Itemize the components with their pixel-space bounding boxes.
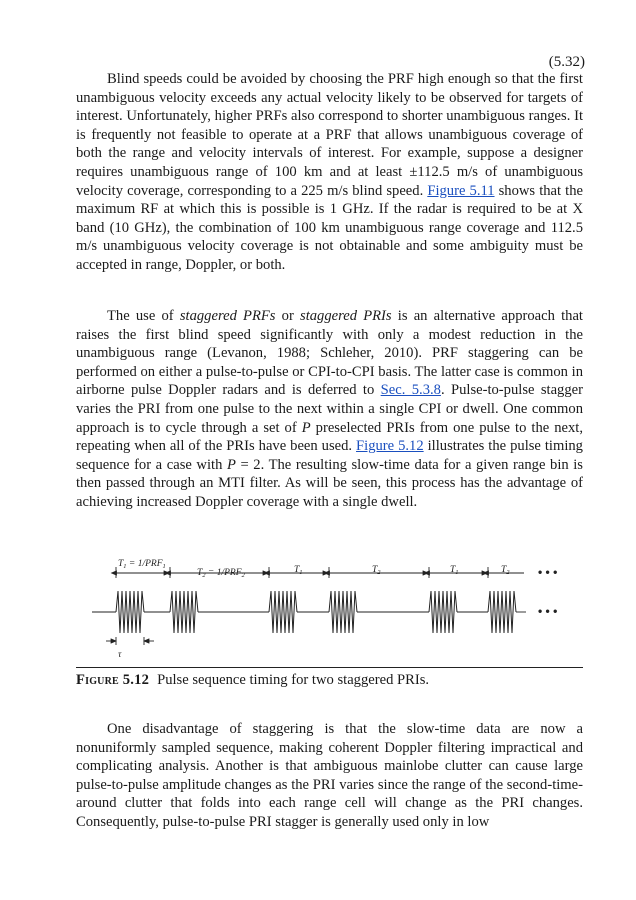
- link-figure-5-12[interactable]: Figure 5.12: [356, 438, 424, 455]
- paragraph-text: Blind speeds could be avoided by choosing the PRF high enough so that the first unambiguous velocity exceeds any actual velocity likely to be observed for targets of interest. Unfortunately, higher PRFs also correspond to shorter unambiguous ranges. It is frequently not feasible to operate at a PRF that allows unambiguous coverage of both the range and velocity intervals of interest. For example, suppose a designer requires unambiguous range of 100 km and at least ±112.5 m/s of unambiguous velocity coverage, corresponding to a 225 m/s blind speed.: [76, 71, 583, 199]
- label-t2-prf2: $T_2 = 1/PRF_2$: [197, 568, 245, 579]
- paragraph-text: = 2. The resulting slow-time data for a given range bin is then passed through an MTI filter. As will be seen, this process has the advantage of achieving increased Doppler coverage with a single dwell.: [76, 456, 583, 510]
- ellipsis-bottom: • • •: [538, 604, 558, 618]
- link-figure-5-11[interactable]: Figure 5.11: [427, 182, 495, 199]
- paragraph-text: preselected PRIs from one pulse to the next, repeating when all of the PRIs have been used.: [76, 419, 584, 455]
- label-t1: $T_1$: [450, 565, 459, 576]
- term-staggered-prfs: staggered PRFs: [179, 308, 276, 324]
- term-staggered-pris: staggered PRIs: [300, 308, 392, 324]
- paragraph-text: is an alternative approach that raises the first blind speed significantly with only a modest reduction in the unambiguous range (Levanon, 1988; Schleher, 2010). PRF staggering can be performed on either a pulse-to-pulse or CPI-to-CPI basis. The latter case is common in airborne pulse Doppler radars and is deferred to: [76, 308, 583, 399]
- pulse-timing-figure: [76, 553, 583, 673]
- figure-divider: [76, 667, 583, 668]
- link-section-5-3-8[interactable]: Sec. 5.3.8: [380, 382, 441, 399]
- figure-title: Pulse sequence timing for two staggered PRIs.: [157, 672, 430, 688]
- pulse-3: [269, 591, 297, 633]
- figure-caption: [76, 671, 429, 689]
- paragraph-blind-speeds: [76, 70, 583, 275]
- paragraph-text: illustrates the pulse timing sequence for a case with: [76, 438, 583, 473]
- ellipsis-top: • • •: [538, 565, 558, 579]
- paragraph-text: shows that the maximum RF at which this is possible is 1 GHz. If the radar is required to be at X band (10 GHz), the combination of 100 km unambiguous range coverage and 112.5 m/s unambiguous velocity coverage is not obtainable and some ambiguity must be accepted in range, Doppler, or both.: [76, 182, 584, 273]
- label-t2: $T_2$: [501, 565, 510, 576]
- figure-label: Figure 5.12: [76, 672, 150, 688]
- label-tau: τ: [118, 650, 122, 660]
- pulse-6: [488, 591, 516, 633]
- pulse-4: [329, 591, 357, 633]
- equation-number: (5.32): [548, 54, 585, 70]
- paragraph-text: or: [275, 308, 301, 324]
- paragraph-text: . Pulse-to-pulse stagger varies the PRI from one pulse to the next within a single CPI or dwell. One common approach is to cycle through a set of: [76, 382, 583, 436]
- paragraph-staggered-prfs: [76, 307, 583, 512]
- pulse-5: [429, 591, 457, 633]
- pulse-1: [116, 591, 144, 633]
- label-t1-prf1: $T_1 = 1/PRF_1$: [118, 559, 166, 570]
- pulse-2: [170, 591, 198, 633]
- variable-p: P: [226, 456, 236, 473]
- label-t1: $T_1$: [294, 565, 303, 576]
- paragraph-text: The use of: [107, 308, 180, 324]
- paragraph-disadvantages: One disadvantage of staggering is that the slow-time data are now a nonuniformly sampled sequence, making coherent Doppler filtering impractical and complicating analysis. Another is that ambiguous mainlobe clutter can cause large pulse-to-pulse amplitude changes as the PRI varies since the range of the second-time-around clutter that folds into each range cell will change as the PRI changes. Consequently, pulse-to-pulse PRI stagger is generally used only in low: [76, 721, 583, 830]
- variable-p: P: [301, 419, 311, 436]
- pulse-timing-diagram: [76, 553, 583, 667]
- label-t2: $T_2$: [372, 565, 381, 576]
